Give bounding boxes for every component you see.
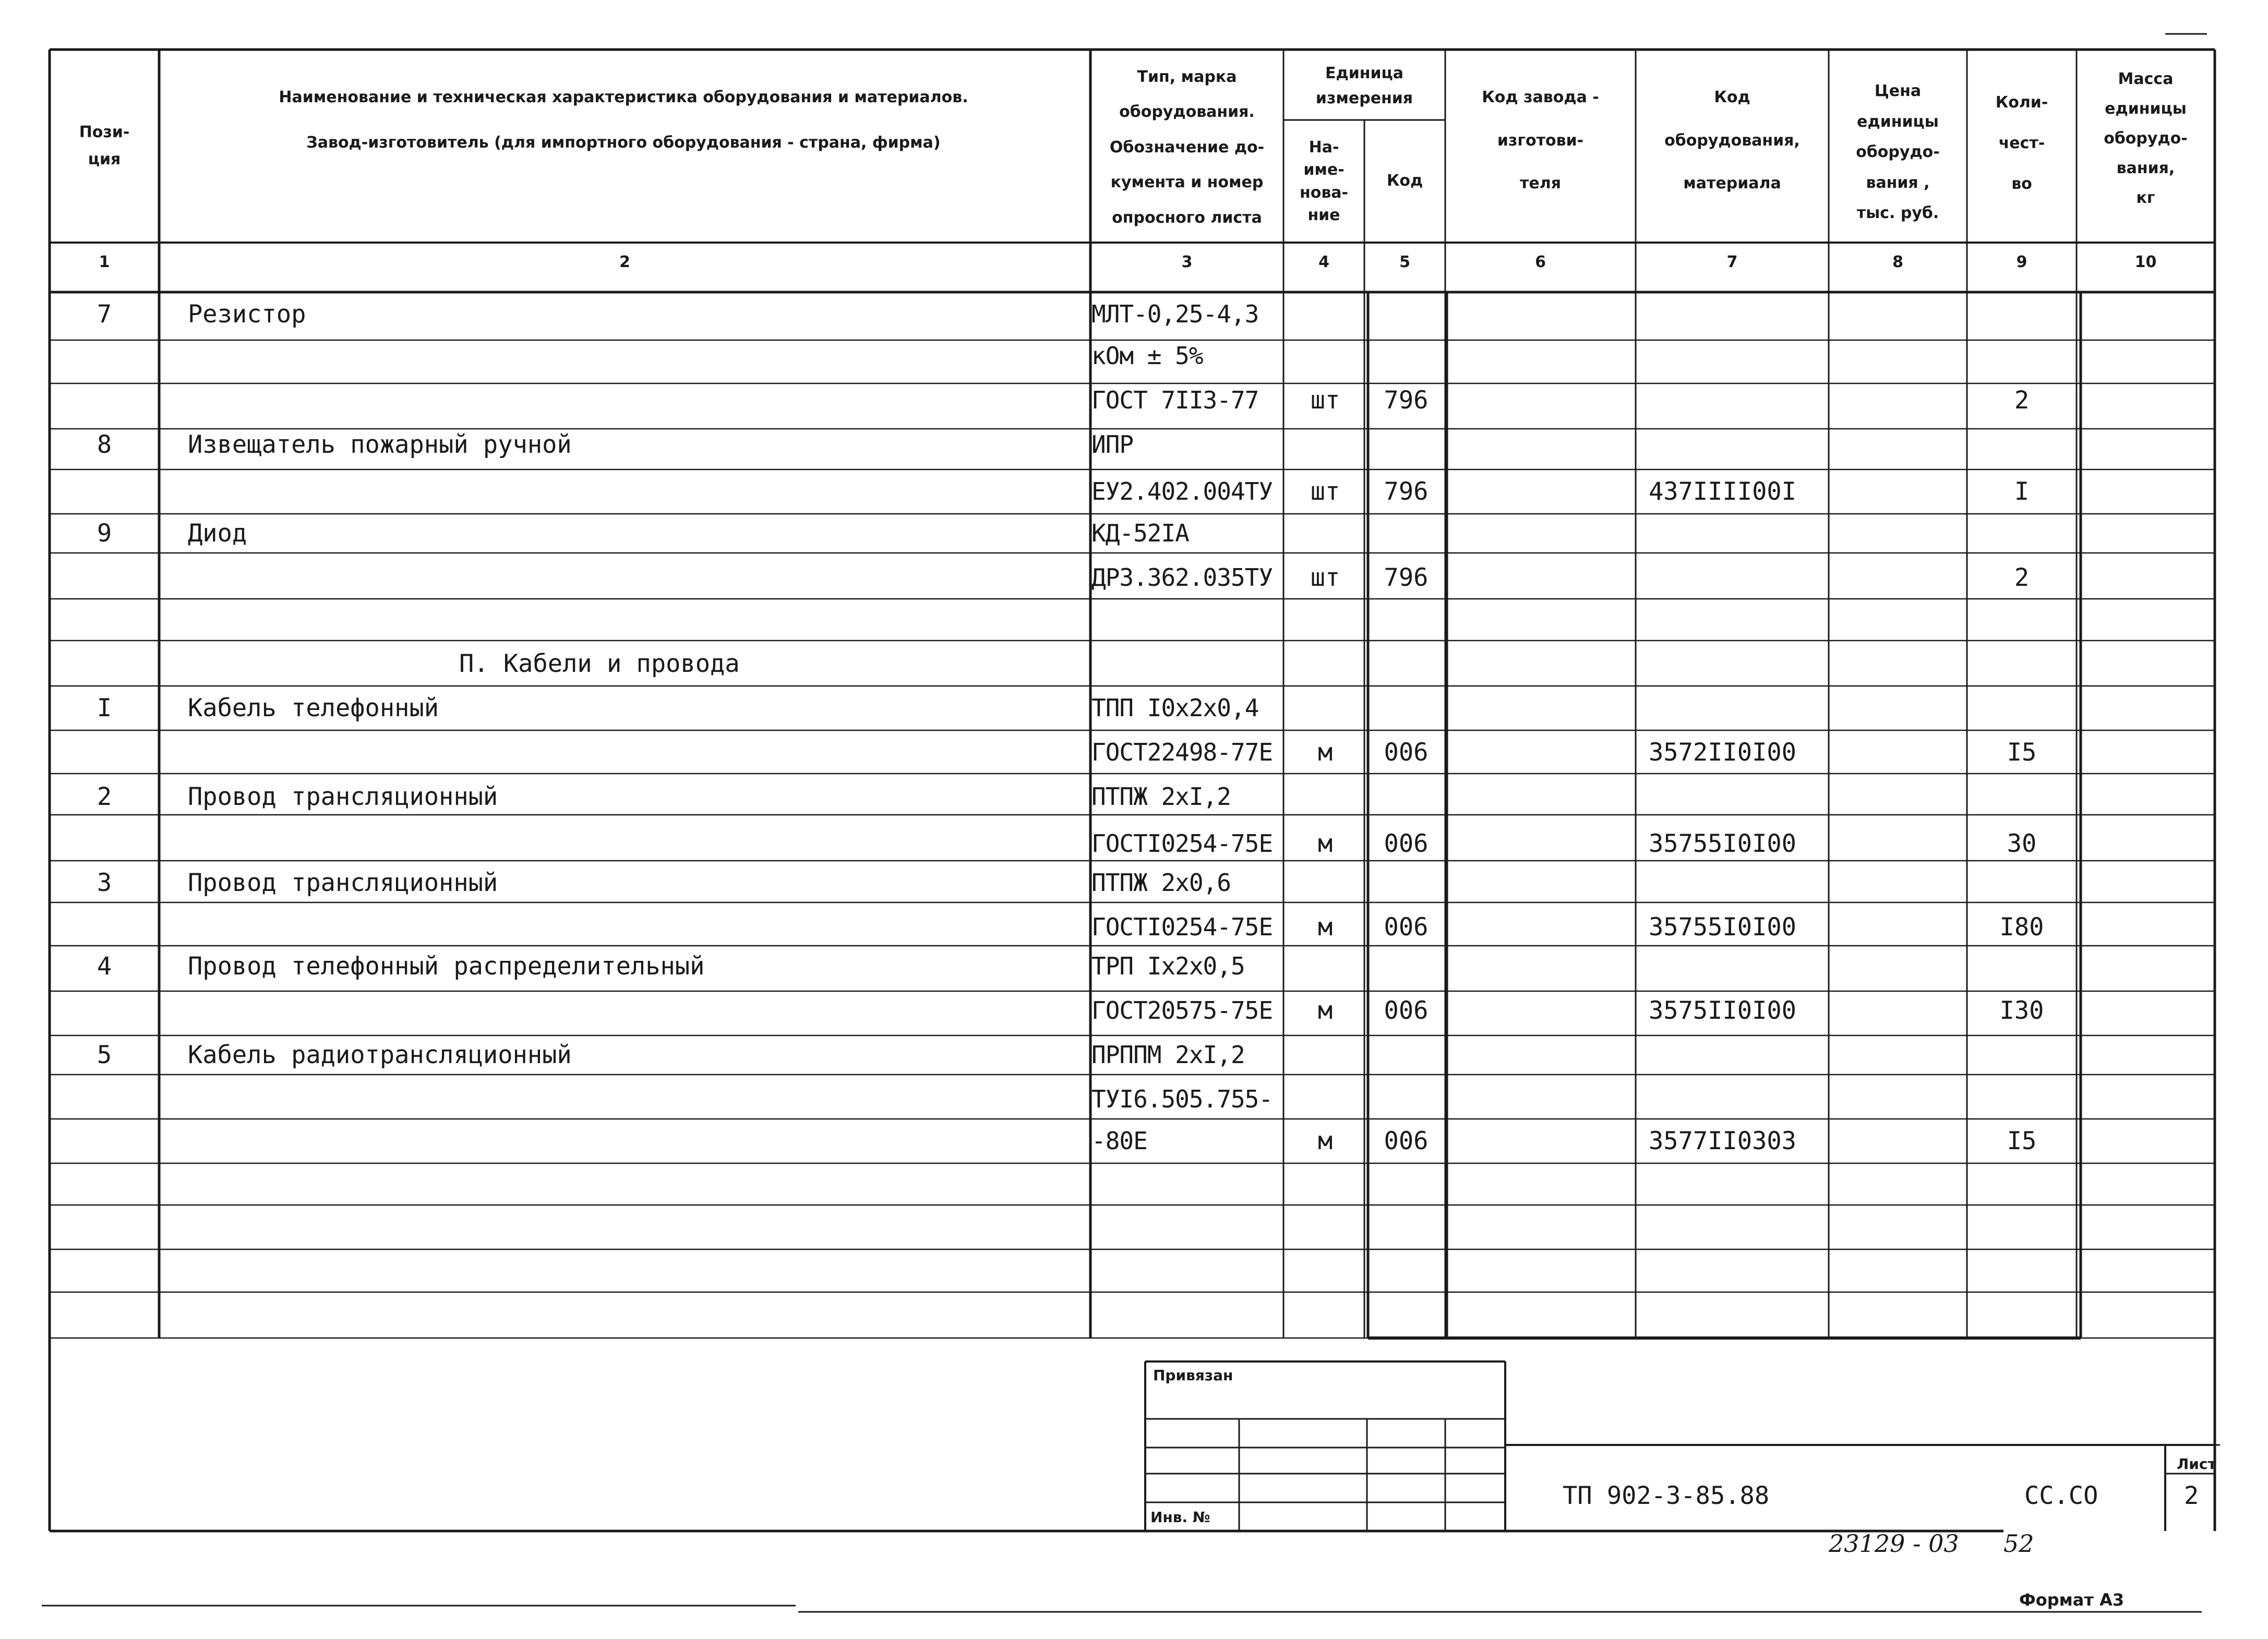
column-number: 9	[2016, 253, 2027, 271]
column-number: 1	[99, 253, 110, 271]
cell-unit-code: 796	[1384, 477, 1429, 506]
cell-position: 5	[97, 1041, 112, 1069]
cell-unit-name: шт	[1310, 563, 1340, 592]
inventory-number-label: Инв. №	[1150, 1509, 1210, 1526]
cell-unit-code: 006	[1384, 996, 1429, 1025]
cell-name: П. Кабели и провода	[459, 649, 740, 678]
cell-name: Провод телефонный распределительный	[188, 952, 705, 981]
header-name: Наименование и техническая характеристика оборудования и материалов. Завод-изготовитель (для импортного оборудования - страна, фирма)	[279, 88, 968, 152]
sheet-number: 2	[2184, 1481, 2199, 1510]
cell-type: ЕУ2.402.004ТУ	[1091, 477, 1273, 505]
cell-type: КД-52IА	[1091, 519, 1189, 547]
cell-quantity: 2	[2014, 386, 2030, 415]
column-number: 3	[1181, 253, 1193, 271]
column-number: 2	[619, 253, 630, 271]
cell-type: МЛТ-0,25-4,3	[1091, 300, 1259, 328]
cell-unit-code: 006	[1384, 1127, 1429, 1155]
cell-name: Провод трансляционный	[188, 869, 498, 897]
cell-unit-code: 006	[1384, 829, 1429, 858]
document-code: ТП 902-3-85.88	[1563, 1481, 1770, 1510]
cell-unit-name: шт	[1310, 386, 1340, 415]
cell-type: ТУI6.505.755-	[1091, 1085, 1273, 1113]
cell-type: ГОСТ22498-77Е	[1091, 738, 1273, 766]
cell-type: ТРП Iх2х0,5	[1091, 952, 1245, 980]
cell-quantity: I30	[1999, 996, 2044, 1025]
cell-unit-code: 796	[1384, 563, 1429, 592]
column-number: 10	[2134, 253, 2157, 271]
cell-unit-name: м	[1317, 829, 1333, 858]
cell-unit-name: м	[1317, 913, 1333, 942]
cell-type: -80Е	[1091, 1127, 1147, 1155]
cell-type: ТПП I0х2х0,4	[1091, 694, 1259, 722]
cell-position: I	[97, 694, 112, 722]
cell-unit-code: 796	[1384, 386, 1429, 415]
cell-position: 7	[97, 300, 112, 329]
header-unit-code: Код	[1386, 172, 1423, 190]
cell-unit-code: 006	[1384, 738, 1429, 767]
cell-type: ГОСТ20575-75Е	[1091, 996, 1273, 1025]
cell-quantity: I5	[2007, 738, 2037, 767]
cell-type: ПТПЖ 2х0,6	[1091, 869, 1231, 897]
cell-unit-name: м	[1317, 1127, 1333, 1155]
cell-type: ГОСТI0254-75Е	[1091, 913, 1273, 941]
header-unit-group: Единица измерения	[1315, 64, 1413, 107]
cell-equipment-code: 437IIII00I	[1649, 477, 1796, 506]
cell-equipment-code: 3572II0I00	[1649, 738, 1796, 767]
column-number: 6	[1535, 253, 1546, 271]
header-equipment-code: Код оборудования, материала	[1664, 88, 1800, 193]
cell-position: 2	[97, 782, 112, 811]
header-position: Пози- ция	[79, 123, 130, 168]
cell-quantity: I80	[1999, 913, 2044, 942]
header-mass: Масса единицы оборудо- вания, кг	[2104, 69, 2188, 207]
cell-name: Провод трансляционный	[188, 782, 498, 811]
cell-quantity: I	[2014, 477, 2030, 506]
cell-position: 3	[97, 869, 112, 897]
cell-position: 8	[97, 430, 112, 459]
cell-unit-name: м	[1317, 996, 1333, 1025]
header-type: Тип, марка оборудования. Обозначение до- кумента и номер опросного листа	[1109, 67, 1265, 227]
cell-quantity: 2	[2014, 563, 2030, 592]
cell-position: 4	[97, 952, 112, 981]
header-price: Цена единицы оборудо- вания , тыс. руб.	[1856, 82, 1940, 223]
cell-unit-name: шт	[1310, 477, 1340, 506]
cell-unit-name: м	[1317, 738, 1333, 767]
column-number: 8	[1892, 253, 1903, 271]
document-mark: СС.СО	[2024, 1481, 2098, 1510]
cell-type: ПРППМ 2хI,2	[1091, 1041, 1245, 1069]
cell-unit-code: 006	[1384, 913, 1429, 942]
cell-equipment-code: 35755I0I00	[1649, 829, 1796, 858]
header-unit-name: На- име- нова- ние	[1299, 138, 1349, 224]
column-number: 4	[1318, 253, 1329, 271]
cell-quantity: I5	[2007, 1127, 2037, 1155]
handwritten-page: 52	[2003, 1529, 2034, 1558]
cell-equipment-code: 35755I0I00	[1649, 913, 1796, 942]
cell-type: ДР3.362.035ТУ	[1091, 563, 1273, 592]
cell-type: ГОСТI0254-75Е	[1091, 829, 1273, 858]
cell-position: 9	[97, 519, 112, 548]
cell-type: кОм ± 5%	[1091, 342, 1203, 370]
column-number: 5	[1399, 253, 1410, 271]
cell-type: ПТПЖ 2хI,2	[1091, 782, 1231, 811]
cell-quantity: 30	[2007, 829, 2037, 858]
cell-name: Диод	[188, 519, 247, 548]
cell-name: Резистор	[188, 300, 306, 329]
cell-name: Кабель радиотрансляционный	[188, 1041, 572, 1069]
header-quantity: Коли- чест- во	[1995, 93, 2048, 193]
cell-name: Извещатель пожарный ручной	[188, 430, 572, 459]
sheet-label: Лист	[2177, 1455, 2216, 1473]
cell-name: Кабель телефонный	[188, 694, 439, 722]
handwritten-number: 23129 - 03	[1829, 1529, 1959, 1558]
cell-equipment-code: 3575II0I00	[1649, 996, 1796, 1025]
column-number: 7	[1726, 253, 1738, 271]
cell-equipment-code: 3577II0303	[1649, 1127, 1796, 1155]
privyazan-label: Привязан	[1153, 1367, 1233, 1384]
paper-format: Формат А3	[2019, 1590, 2125, 1610]
cell-type: ИПР	[1091, 430, 1134, 459]
header-factory-code: Код завода - изготови- теля	[1482, 88, 1599, 193]
cell-type: ГОСТ 7II3-77	[1091, 386, 1259, 414]
